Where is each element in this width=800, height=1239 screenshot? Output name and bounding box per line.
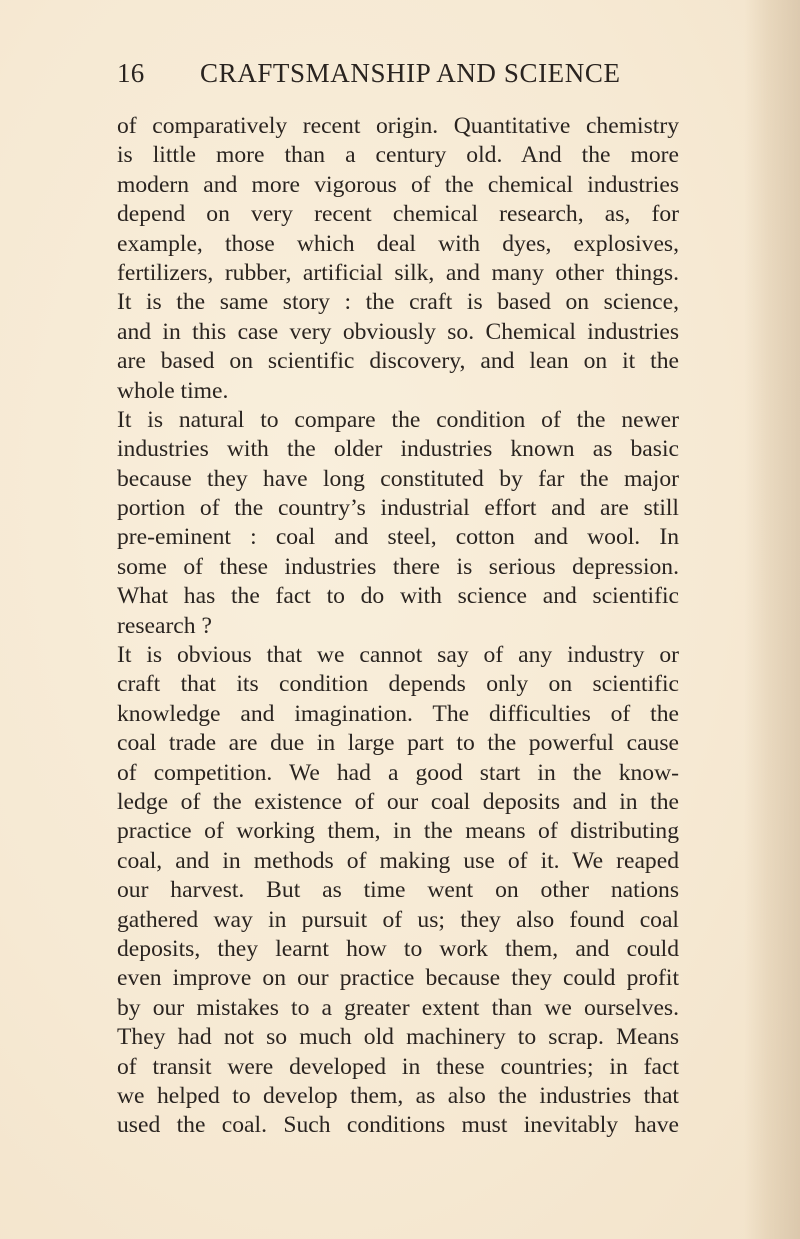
text-line: used the coal. Such conditions must inevitably have	[117, 1112, 679, 1139]
text-line: whole time.	[117, 377, 229, 404]
text-line: industries with the older industries known as basic	[117, 436, 679, 463]
body-text	[117, 112, 679, 1141]
text-line: coal, and in methods of making use of it. We reaped	[117, 847, 679, 874]
paragraph	[117, 406, 679, 641]
page-number: 16	[117, 58, 145, 88]
text-line: are based on scientific discovery, and lean on it the	[117, 348, 679, 375]
paragraph	[117, 112, 679, 406]
text-line: we helped to develop them, as also the industries that	[117, 1082, 679, 1109]
text-line: practice of working them, in the means of distributing	[117, 818, 679, 845]
text-line: It is obvious that we cannot say of any industry or	[117, 642, 679, 669]
running-head	[117, 58, 657, 88]
text-line: some of these industries there is serious depression.	[117, 553, 679, 580]
text-line: by our mistakes to a greater extent than we ourselves.	[117, 994, 679, 1021]
text-line: example, those which deal with dyes, explosives,	[117, 230, 679, 257]
text-line: It is the same story : the craft is based on science,	[117, 289, 679, 316]
text-line: They had not so much old machinery to scrap. Means	[117, 1024, 679, 1051]
text-line: craft that its condition depends only on scientific	[117, 671, 679, 698]
text-line: even improve on our practice because they could profit	[117, 965, 679, 992]
text-line: of comparatively recent origin. Quantitative chemistry	[117, 113, 679, 139]
paragraph	[117, 641, 679, 1141]
running-title: CRAFTSMANSHIP AND SCIENCE	[200, 58, 621, 88]
text-line: fertilizers, rubber, artificial silk, and many other things.	[117, 259, 679, 286]
text-line: because they have long constituted by far the major	[117, 465, 679, 492]
text-line: depend on very recent chemical research, as, for	[117, 201, 679, 228]
text-line: and in this case very obviously so. Chemical industries	[117, 318, 679, 345]
text-line: It is natural to compare the condition of the newer	[117, 406, 679, 433]
text-line: of competition. We had a good start in the know-	[117, 759, 679, 786]
text-line: of transit were developed in these countries; in fact	[117, 1053, 679, 1080]
text-line: our harvest. But as time went on other nations	[117, 877, 679, 904]
text-line: ledge of the existence of our coal deposits and in the	[117, 788, 679, 815]
text-line: gathered way in pursuit of us; they also found coal	[117, 906, 679, 933]
text-line: research ?	[117, 612, 212, 639]
text-line: deposits, they learnt how to work them, and could	[117, 935, 679, 962]
text-line: coal trade are due in large part to the powerful cause	[117, 730, 679, 757]
text-line: is little more than a century old. And the more	[117, 142, 679, 169]
text-line: portion of the country’s industrial effort and are still	[117, 495, 679, 522]
text-line: modern and more vigorous of the chemical industries	[117, 171, 679, 198]
text-line: pre-eminent : coal and steel, cotton and wool. In	[117, 524, 679, 551]
text-line: knowledge and imagination. The difficulties of the	[117, 700, 679, 727]
text-line: What has the fact to do with science and scientific	[117, 583, 679, 610]
